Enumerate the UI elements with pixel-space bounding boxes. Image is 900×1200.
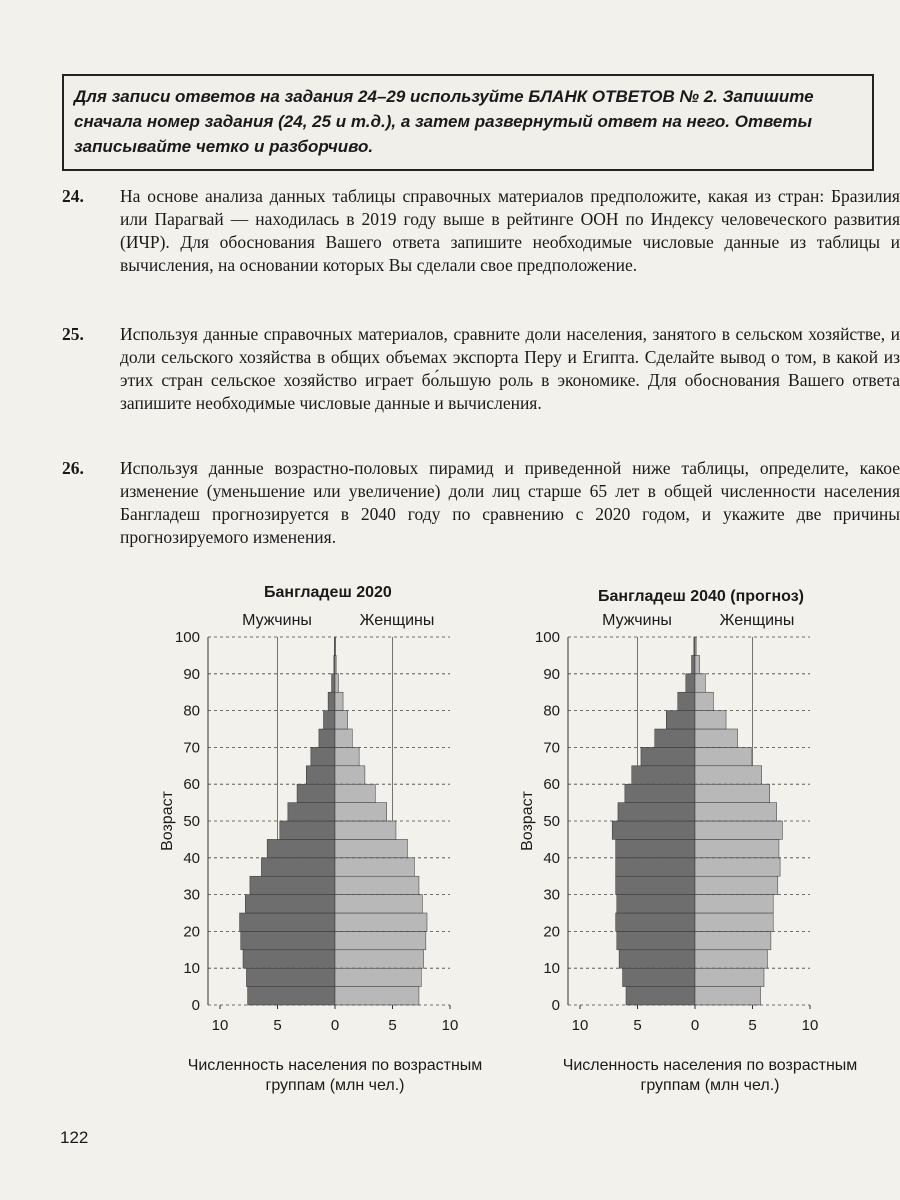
bar-male	[246, 968, 335, 986]
label-female: Женщины	[719, 612, 795, 629]
x-tick-label: 5	[273, 1017, 282, 1034]
bar-male	[617, 895, 695, 913]
bar-female	[695, 747, 751, 765]
bar-female	[335, 655, 336, 673]
bar-male	[678, 692, 695, 710]
bar-male	[319, 729, 335, 747]
bar-female	[335, 821, 396, 839]
x-tick-label: 10	[801, 1017, 819, 1034]
bar-female	[335, 692, 343, 710]
y-tick-label: 20	[543, 923, 560, 941]
bar-male	[666, 711, 695, 729]
bar-female	[695, 766, 762, 784]
bar-female	[335, 674, 338, 692]
task-text: На основе анализа данных таблицы справочных материалов предположите, какая из стран: Бразилия или Парагвай — находилась в 2019 году выше в рейтинге ООН по Индексу человеческого развития (ИЧР). Для обоснования Вашего ответа запишите необходимые числовые данные из таблицы и вычисления, на основании которых Вы сделали свое предположение.	[120, 186, 900, 275]
bar-female	[335, 637, 336, 655]
bar-male	[623, 968, 695, 986]
bar-male	[280, 821, 335, 839]
bar-female	[695, 821, 782, 839]
bar-male	[655, 729, 695, 747]
task-24	[62, 185, 900, 277]
x-tick-label: 10	[441, 1017, 459, 1034]
task-number: 26.	[62, 458, 84, 478]
bar-male	[240, 913, 335, 931]
pyramid-chart-2040	[510, 605, 840, 1035]
y-tick-label: 0	[191, 997, 200, 1014]
bar-male	[618, 803, 695, 821]
bar-female	[695, 858, 780, 876]
x-tick-label: 5	[388, 1017, 397, 1034]
bar-female	[335, 747, 359, 765]
x-tick-label: 10	[211, 1017, 229, 1034]
label-male: Мужчины	[602, 612, 672, 629]
bar-male	[616, 839, 695, 857]
bar-male	[297, 784, 335, 802]
y-tick-label: 70	[183, 739, 200, 757]
task-number: 25.	[62, 324, 84, 344]
bar-female	[695, 876, 778, 894]
bar-male	[250, 876, 335, 894]
bar-female	[335, 895, 422, 913]
y-tick-label: 50	[183, 813, 200, 830]
bar-female	[695, 655, 700, 673]
bar-female	[695, 637, 696, 655]
bar-male	[306, 766, 335, 784]
task-text: Используя данные возрастно-половых пирамид и приведенной ниже таблицы, определите, какое изменение (уменьшение или увеличение) доли лиц старше 65 лет в общей численности населения Бангладеш прогнозируется в 2040 году по сравнению с 2020 годом, и укажите две причины прогнозируемого изменения.	[120, 458, 900, 547]
bar-male	[692, 655, 695, 673]
y-axis-label: Возраст	[159, 791, 176, 851]
bar-male	[267, 839, 335, 857]
bar-female	[695, 839, 779, 857]
bar-male	[616, 858, 695, 876]
bar-male	[612, 821, 695, 839]
bar-female	[335, 711, 348, 729]
bar-female	[335, 950, 424, 968]
bar-female	[695, 729, 738, 747]
bar-male	[632, 766, 695, 784]
y-tick-label: 30	[183, 886, 200, 904]
x-tick-label: 5	[748, 1017, 757, 1034]
y-tick-label: 60	[543, 776, 560, 794]
y-tick-label: 40	[543, 849, 560, 867]
y-tick-label: 60	[183, 776, 200, 794]
x-axis-caption-2040: Численность населения по возрастным группам (млн чел.)	[562, 1057, 858, 1094]
bar-male	[616, 876, 695, 894]
y-tick-label: 80	[543, 702, 560, 720]
instruction-text: Для записи ответов на задания 24–29 используйте БЛАНК ОТВЕТОВ № 2. Запишите сначала номер задания (24, 25 и т.д.), а затем развернутый ответ на него. Ответы записывайте четко и разборчиво.	[74, 87, 814, 156]
y-axis-label: Возраст	[519, 791, 536, 851]
bar-female	[695, 711, 726, 729]
task-26	[62, 457, 900, 549]
bar-male	[626, 987, 695, 1005]
bar-female	[335, 968, 421, 986]
bar-male	[261, 858, 335, 876]
y-tick-label: 40	[183, 849, 200, 867]
bar-female	[695, 987, 761, 1005]
bar-female	[335, 729, 352, 747]
bar-male	[617, 931, 695, 949]
x-tick-label: 0	[330, 1017, 340, 1034]
bar-female	[695, 931, 771, 949]
y-tick-label: 30	[543, 886, 560, 904]
chart-title-2040: Бангладеш 2040 (прогноз)	[598, 588, 804, 605]
task-25	[62, 323, 900, 415]
bar-female	[695, 674, 705, 692]
bar-male	[641, 747, 695, 765]
bar-female	[695, 968, 764, 986]
bar-female	[335, 858, 414, 876]
y-tick-label: 70	[543, 739, 560, 757]
x-tick-label: 5	[633, 1017, 642, 1034]
bar-male	[625, 784, 695, 802]
y-tick-label: 80	[183, 702, 200, 720]
task-number: 24.	[62, 186, 84, 206]
x-tick-label: 10	[571, 1017, 589, 1034]
bar-male	[686, 674, 695, 692]
y-tick-label: 50	[543, 813, 560, 830]
bar-female	[695, 784, 770, 802]
y-tick-label: 90	[183, 665, 200, 683]
chart-title-2020: Бангладеш 2020	[264, 584, 392, 601]
bar-female	[695, 950, 767, 968]
bar-male	[245, 895, 335, 913]
task-text: Используя данные справочных материалов, сравните доли населения, занятого в сельском хозяйстве, и доли сельского хозяйства в общих объемах экспорта Перу и Египта. Сделайте вывод о том, в какой из этих стран сельское хозяйство играет бо́льшую роль в экономике. Для обоснования Вашего ответа запишите необходимые числовые данные и вычисления.	[120, 324, 900, 413]
pyramid-chart-2020	[150, 605, 480, 1035]
y-tick-label: 0	[551, 997, 560, 1014]
bar-female	[695, 692, 713, 710]
x-axis-caption-2020: Численность населения по возрастным группам (млн чел.)	[187, 1057, 483, 1094]
x-tick-label: 0	[690, 1017, 700, 1034]
y-tick-label: 10	[183, 960, 200, 978]
bar-female	[695, 913, 773, 931]
instruction-box	[62, 74, 874, 171]
bar-female	[335, 784, 375, 802]
bar-male	[243, 950, 335, 968]
bar-female	[335, 803, 387, 821]
bar-female	[335, 931, 426, 949]
bar-female	[335, 876, 419, 894]
bar-male	[288, 803, 335, 821]
bar-male	[311, 747, 335, 765]
y-tick-label: 10	[543, 960, 560, 978]
bar-male	[619, 950, 695, 968]
bar-male	[324, 711, 336, 729]
label-female: Женщины	[359, 612, 435, 629]
y-tick-label: 100	[174, 629, 200, 646]
bar-male	[332, 674, 335, 692]
bar-female	[335, 766, 365, 784]
bar-male	[241, 931, 335, 949]
bar-female	[695, 803, 777, 821]
y-tick-label: 90	[543, 665, 560, 683]
bar-male	[616, 913, 695, 931]
bar-male	[248, 987, 335, 1005]
bar-female	[335, 839, 407, 857]
bar-male	[328, 692, 335, 710]
label-male: Мужчины	[242, 612, 312, 629]
page-number: 122	[60, 1128, 89, 1147]
bar-female	[335, 987, 419, 1005]
y-tick-label: 20	[183, 923, 200, 941]
bar-female	[335, 913, 427, 931]
bar-female	[695, 895, 773, 913]
y-tick-label: 100	[534, 629, 560, 646]
